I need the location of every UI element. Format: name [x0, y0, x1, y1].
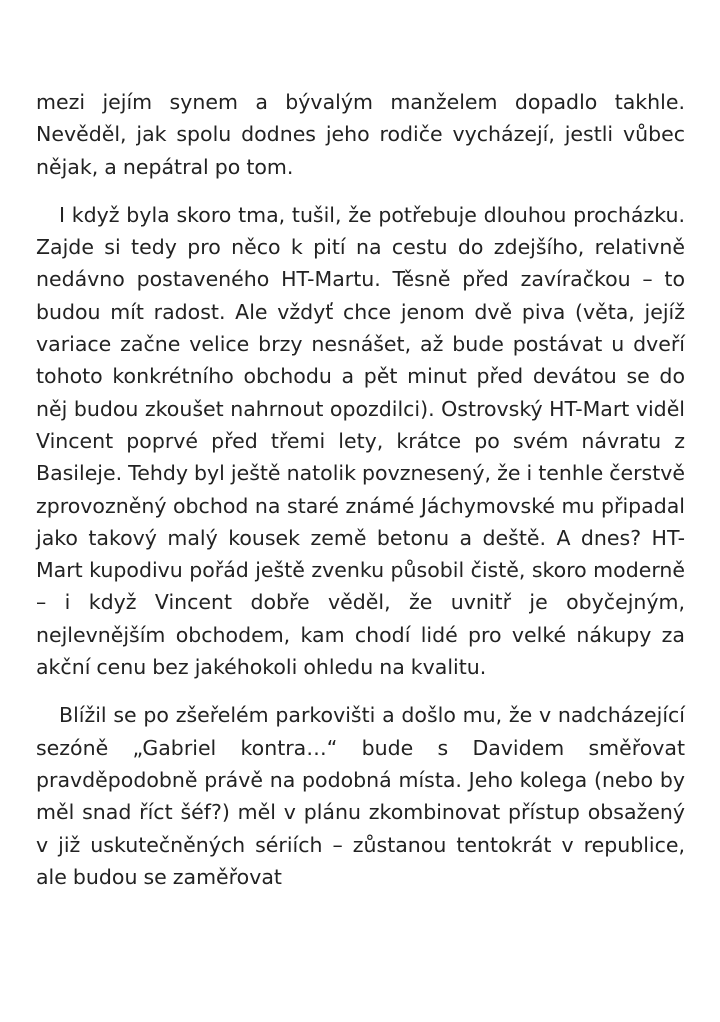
paragraph-parking-lot: Blížil se po zšeřelém parkovišti a došlo mu, že v nadcházející sezóně „Gabriel kontra…“ bude s Davidem směřovat pravděpodobně právě na podobná místa. Jeho kolega (nebo by měl snad říct šéf?) měl v plánu zkombinovat přístup obsažený v již uskutečněných sériích – zůstanou tentokrát v republice, ale budou se zaměřovat [36, 703, 685, 889]
paragraph-walk: I když byla skoro tma, tušil, že potřebuje dlouhou procházku. Zajde si tedy pro něco k pití na cestu do zdejšího, relativně nedávno postaveného HT-Martu. Těsně před zavíračkou – to budou mít radost. Ale vždyť chce jenom dvě piva (věta, jejíž variace začne velice brzy nesnášet, až bude postávat u dveří tohoto konkrétního obchodu a pět minut před devátou se do něj budou zkoušet nahrnout opozdilci). Ostrovský HT-Mart viděl Vincent poprvé před třemi lety, krátce po svém návratu z Basileje. Tehdy byl ještě natolik povznesený, že i tenhle čerstvě zprovozněný obchod na staré známé Jáchymovské mu připadal jako takový malý kousek země betonu a deště. A dnes? HT-Mart kupodivu pořád ještě zvenku působil čistě, skoro moderně – i když Vincent dobře věděl, že uvnitř je obyčejným, nejlevnějším obchodem, kam chodí lidé pro velké nákupy za akční cenu bez jakéhokoli ohledu na kvalitu. [36, 202, 685, 680]
paragraph-continuation: mezi jejím synem a bývalým manželem dopadlo takhle. Nevěděl, jak spolu dodnes jeho rodiče vycházejí, jestli vůbec nějak, a nepátral po tom. [36, 90, 685, 179]
body-text [36, 86, 685, 909]
